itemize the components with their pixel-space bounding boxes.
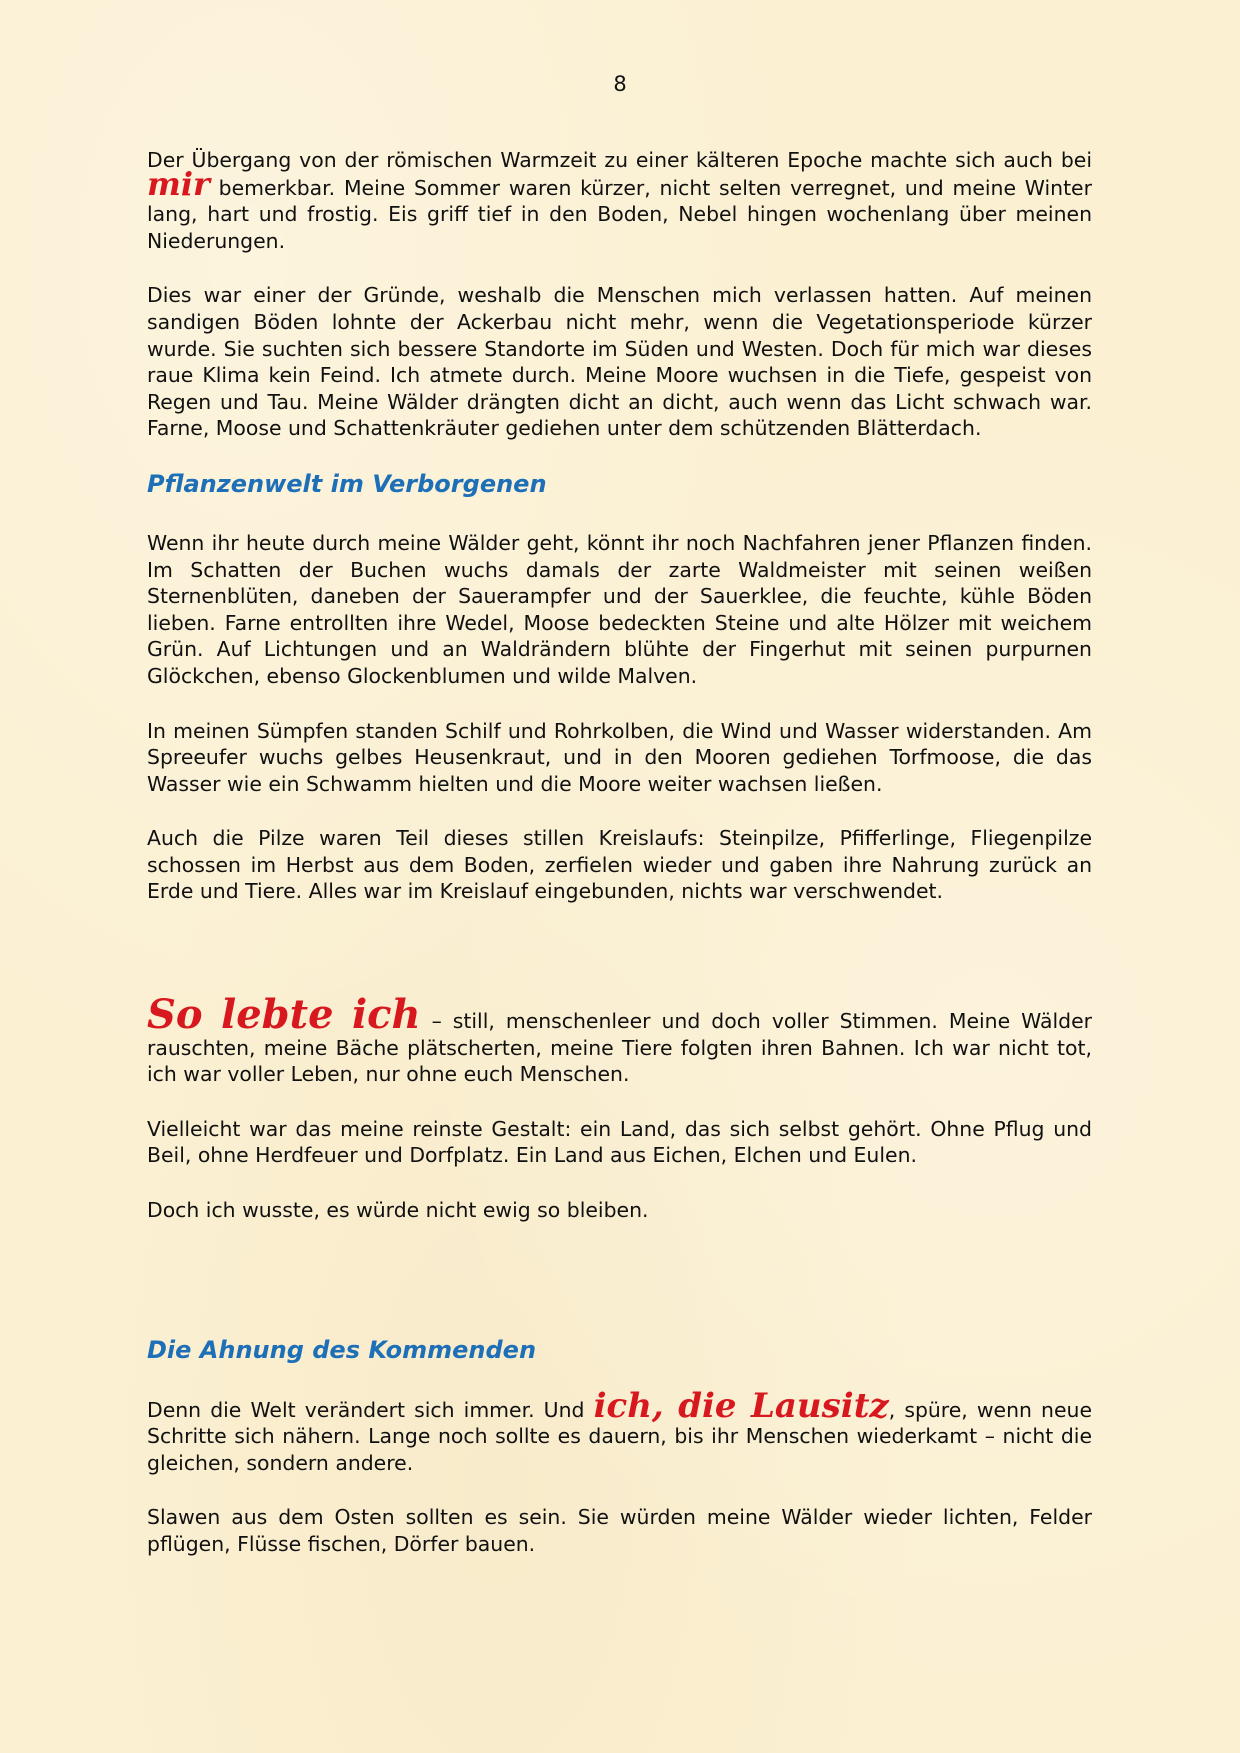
paragraph-people-left: Dies war einer der Gründe, weshalb die Menschen mich verlassen hatten. Auf meinen sandigen Böden lohnte der Ackerbau nicht mehr, wenn die Vegetationsperiode kürzer wurde. Sie suchten sich bessere Standorte im Süden und Westen. Doch für mich war dieses raue Klima kein Feind. Ich atmete durch. Meine Moore wuchsen in die Tiefe, gespeist von Regen und Tau. Meine Wälder drängten dicht an dicht, auch wenn das Licht schwach war. Farne, Moose und Schattenkräuter gediehen unter dem schützenden Blätterdach. [147, 283, 1092, 441]
paragraph-text: bemerkbar. Meine Sommer waren kürzer, nicht selten verregnet, und meine Winter lang, hart und frostig. Eis griff tief in den Boden, Nebel hingen wochenlang über meinen Niederungen. [147, 175, 1092, 253]
paragraph-not-forever: Doch ich wusste, es würde nicht ewig so bleiben. [147, 1198, 649, 1223]
page-content [147, 147, 1092, 1586]
paragraph-slavs: Slawen aus dem Osten sollten es sein. Sie würden meine Wälder wieder lichten, Felder pflügen, Flüsse fischen, Dörfer bauen. [147, 1505, 1092, 1556]
paragraph-so-lived-i [147, 991, 1092, 1088]
script-emphasis-so-lebte-ich: So lebte ich [147, 991, 421, 1039]
paragraph-text: , spüre, wenn neue Schritte sich nähern. Lange noch sollte es dauern, bis ihr Menschen wiederkamt – nicht die gleichen, sondern andere. [147, 1397, 1092, 1475]
heading-plant-world: Pflanzenwelt im Verborgenen [147, 469, 547, 498]
paragraph-climate-change [147, 147, 1092, 254]
paragraph-text: – still, menschenleer und doch voller Stimmen. Meine Wälder rauschten, meine Bäche plätscherten, meine Tiere folgten ihren Bahnen. Ich war nicht tot, ich war voller Leben, nur ohne euch Menschen. [147, 1009, 1092, 1087]
script-emphasis-mir: mir [147, 164, 210, 203]
paragraph-forest-plants: Wenn ihr heute durch meine Wälder geht, könnt ihr noch Nachfahren jener Pflanzen finden. Im Schatten der Buchen wuchs damals der zarte Waldmeister mit seinen weißen Sternenblüten, daneben der Sauerampfer und der Sauerklee, die feuchte, kühle Böden lieben. Farne entrollten ihre Wedel, Moose bedeckten Steine und alte Hölzer mit weichem Grün. Auf Lichtungen und an Waldrändern blühte der Fingerhut mit seinen purpurnen Glöckchen, ebenso Glockenblumen und wilde Malven. [147, 530, 1092, 688]
paragraph-swamp-plants: In meinen Sümpfen standen Schilf und Rohrkolben, die Wind und Wasser widerstanden. Am Spreeufer wuchs gelbes Heusenkraut, und in den Mooren gediehen Torfmoose, die das Wasser wie ein Schwamm hielten und die Moore weiter wachsen ließen. [147, 718, 1092, 796]
paragraph-purest-form: Vielleicht war das meine reinste Gestalt: ein Land, das sich selbst gehört. Ohne Pflug und Beil, ohne Herdfeuer und Dorfplatz. Ein Land aus Eichen, Elchen und Eulen. [147, 1116, 1092, 1168]
paragraph-text: Der Übergang von der römischen Warmzeit zu einer kälteren Epoche machte sich auch bei [147, 148, 1092, 172]
script-emphasis-ich-die-lausitz: ich, die Lausitz [593, 1385, 889, 1426]
paragraph-mushrooms: Auch die Pilze waren Teil dieses stillen Kreislaufs: Steinpilze, Pfifferlinge, Fliegenpilze schossen im Herbst aus dem Boden, zerfielen wieder und gaben ihre Nahrung zurück an Erde und Tiere. Alles war im Kreislauf eingebunden, nichts war verschwendet. [147, 826, 1092, 904]
paragraph-text: Denn die Welt verändert sich immer. Und [147, 1397, 594, 1422]
spacer [147, 1252, 1092, 1312]
heading-premonition: Die Ahnung des Kommenden [147, 1335, 537, 1364]
page-number: 8 [613, 72, 627, 96]
paragraph-world-changes [147, 1385, 1092, 1477]
